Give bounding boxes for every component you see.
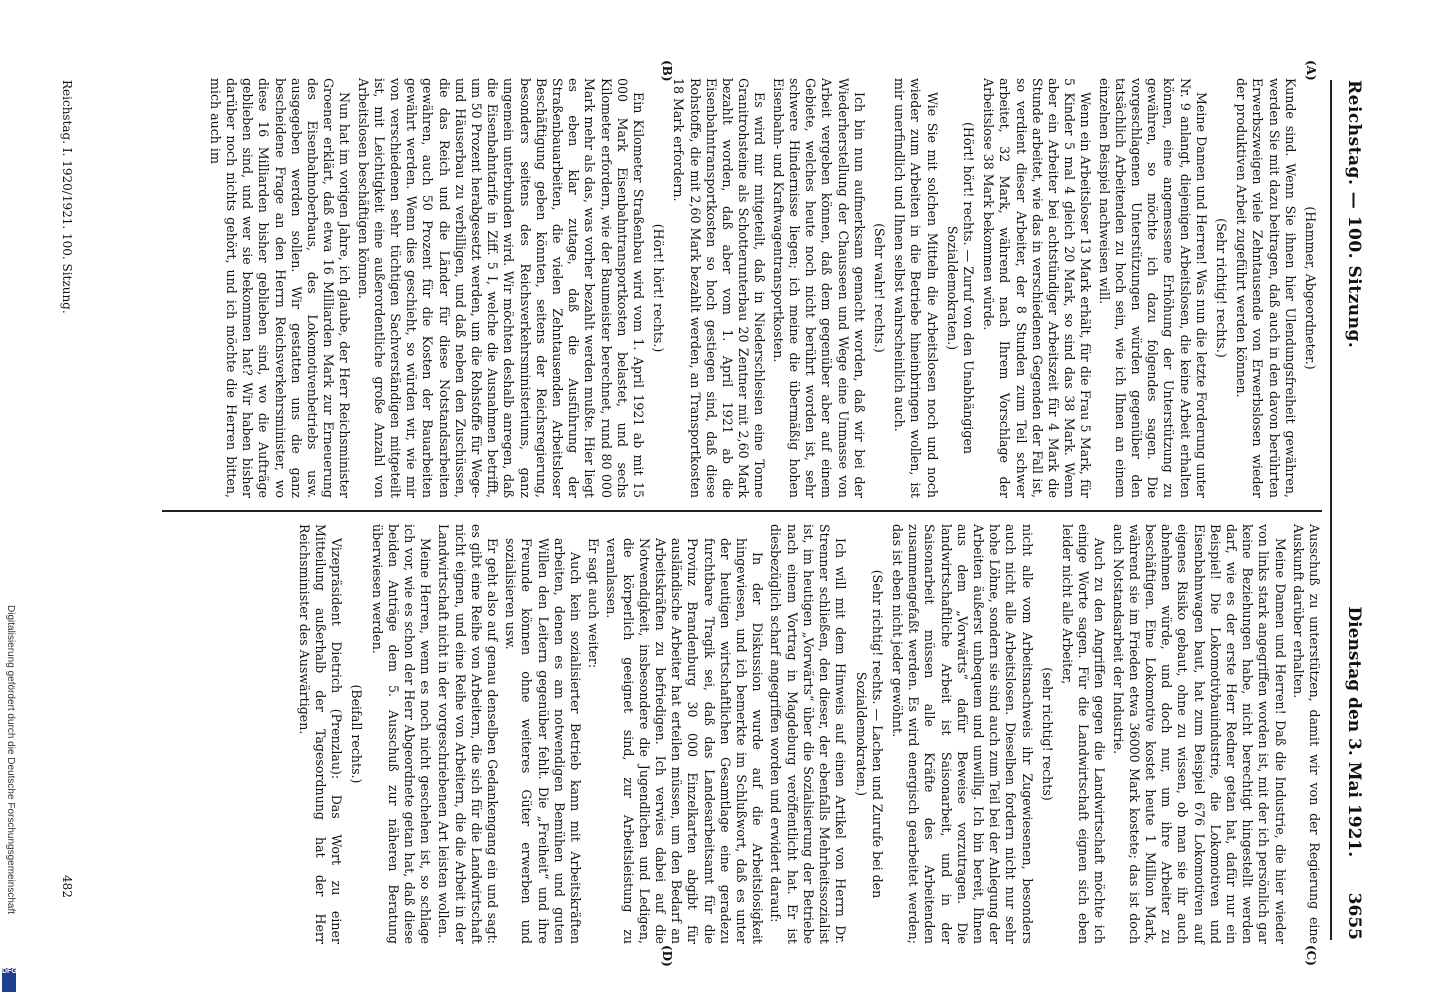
interjection: (Beifall rechts.) — [349, 684, 365, 784]
paragraph: Wie Sie mit solchen Mitteln die Arbeitslosen noch und noch wieder zum Arbeiten in die Betriebe hineinbringen wollen, ist mir unerfindlich und Ihnen selbst wahrscheinlich auch. — [892, 78, 940, 498]
quote: In der Diskussion wurde auf die Arbeitslosigkeit hingewiesen, und ich bemerkte im Schlußwort, daß es unter der heutigen wirtschaftlichen Gesamtlage eine geradezu furchtbare Tragik sei, daß das Landesarbeitsamt für die Provinz Brandenburg 30 000 Einzelkarten abgibt für ausländische Arbeiter hat erteilen müssen, um den Bedarf an Arbeitskräften zu befriedigen. Ich verwies dabei auf die Notwendigkeit, insbesondere die Jugendlichen und Ledigen, die körperlich geeignet sind, zur Arbeitsleistung zu veranlassen. — [604, 538, 766, 944]
header-page-number: 3655 — [1344, 892, 1364, 940]
margin-marker-b: (B) — [660, 60, 674, 82]
column-left — [205, 78, 1322, 498]
header-date: Dienstag den 3. Mai 1921. 3655 — [1344, 606, 1364, 940]
column-right — [294, 524, 1322, 944]
paragraph: Wenn ein Arbeitsloser 13 Mark erhält, für die Frau 5 Mark, für 5 Kinder 5 mal 4 gleich 20 Mark, so sind das 38 Mark. Wenn aber ein Arbeiter bei achtstündiger Arbeitszeit für 4 Mark die Stunde arbeitet, wie das in verschiedenen Gegenden der Fall ist, so verdient dieser Arbeiter, der 8 Stunden zum Teil schwer arbeitet, 32 Mark, während nach Ihrem Vorschlage der Arbeitslose 38 Mark bekommen würde. — [981, 78, 1094, 498]
paragraph: Nun hat im vorigen Jahre, ich glaube, der Herr Reichsminister Groener erklärt, daß etwa 16 Milliarden Mark zur Erneuerung des Eisenbahnoberbaus, des Lokomotivenbetriebs usw. ausgegeben werden sollen. Wir gestatten uns die ganz bescheidene Frage an den Herrn Reichsverkehrsminister, wo diese 16 Milliarden bisher geblieben sind, wo die Aufträge geblieben sind, und wer sie bekommen hat? Wir haben bisher darüber noch nichts gehört, und ich möchte die Herren bitten, mich auch im — [207, 78, 353, 498]
paragraph: Kunde sind. Wenn Sie ihnen hier Ulendungsfreiheit gewähren, werden Sie mit dazu beitragen, daß auch in den davon berührten Erwerbszweigen viele Zehntausende von Erwerbslosen wieder der produktiven Arbeit zugeführt werden können. — [1234, 78, 1298, 498]
dfg-credit-text: Digitalisierung gefördert durch die Deutsche Forschungsgemeinschaft — [5, 605, 16, 915]
interjection: (Sehr richtig! rechts.) — [1213, 218, 1229, 358]
paragraph: Er sagt auch weiter: — [586, 538, 602, 669]
page-footer: Reichstag. I. 1920/1921. 100. Sitzung. — [60, 80, 74, 314]
paragraph: Meine Damen und Herren! Daß die Industrie, die hier wieder von links stark angegriffen worden ist, mit der ich persönlich gar keine Beziehungen habe, nicht berechtigt hingestellt werden darf, wie es der erste Herr Redner getan hat, dafür nur ein Beispiel! Die Lokomotivbauindustrie, die Lokomotiven und Eisenbahnwagen baut, hat zum Beispiel 676 Lokomotiven auf eigenes Risiko gebaut, ohne zu wissen, ob man sie ihr auch abnehmen würde, und doch nur, um ihre Arbeiter zu beschäftigen. Eine Lokomotive kostet heute 1 Million Mark, während sie im Frieden etwa 36000 Mark kostete; das ist doch auch Notstandsarbeit der Industrie. — [1110, 524, 1288, 944]
interjection: (Sehr wahr! rechts.) — [871, 223, 887, 353]
paragraph: Meine Herren, wenn es noch nicht geschehen ist, so schlage ich vor, wie es schon der Herr Abgeordnete getan hat, daß diese beiden Anträge dem 5. Ausschuß zur näheren Beratung überwiesen werden. — [369, 524, 434, 944]
paragraph: Meine Damen und Herren! Was nun die letzte Forderung unter Nr. 9 anlangt, diejenigen Arbeitslosen, die keine Arbeit erhalten können, eine angemessene Erhöhung der Unterstützung zu gewähren, so möchte ich dazu folgendes sagen. Die vorgeschlagenen Unterstützungen würden gegenüber den tatsächlich Arbeitenden zu hoch sein, wie ich Ihnen an einem einzelnen Beispiel nachweisen will. — [1096, 78, 1209, 498]
column-divider — [162, 510, 1322, 512]
paragraph: Ein Kilometer Straßenbau wird vom 1. April 1921 ab mit 15 000 Mark Eisenbahntransportkosten belastet, und sechs Kilometer erfordern, wie der Baumeister berechnet, rund 80 000 Mark mehr als das, was vorher bezahlt werden mußte. Hier liegt es eben klar zutage, daß die Ausführung der Straßenbauarbeiten, die vielen Zehntausenden Arbeitsloser Beschäftigung geben könnten, seitens der Reichsregierung, besonders seitens des Reichsverkehrsministeriums, ganz ungemein unterbunden wird. Wir möchten deshalb anregen, daß die Eisenbahntarife in Ziff. 5 I, welche die Ausnahmen betrifft, um 50 Prozent herabgesetzt werden, um die Rohstoffe für Wege- und Häuserbau zu verbilligen, und daß neben den Zuschüssen, die das Reich und die Länder für diese Notstandsarbeiten gewähren, auch 50 Prozent für die Kosten der Bauarbeiten gewährt werden. Wenn dies geschieht, so würden wir, wie mir von verschiedenen sehr tüchtigen Sachverständigen mitgeteilt ist, mit Leichtigkeit eine außerordentliche große Anzahl von Arbeitslosen beschäftigen können. — [355, 78, 647, 498]
paragraph: Ausschuß zu unterstützen, damit wir von der Regierung eine Auskunft darüber erhalten. — [1290, 524, 1322, 944]
margin-marker-d: (D) — [660, 945, 674, 967]
paragraph: Ich will mit dem Hinweis auf einen Artikel von Herrn Dr. Strenner schließen, den dieser, der ebenfalls Mehrheitssozialist ist, im heutigen „Vorwärts“ über die Sozialisierung der Betriebe nach einem Vortrag in Magdeburg veröffentlicht hat. Er ist diesbezüglich scharf angegriffen worden und erwidert darauf: — [768, 524, 849, 944]
interjection: (Hört! hört! rechts. — Zuruf von den Unabhängigen Sozialdemokraten.) — [944, 121, 976, 455]
footer-page-number: 482 — [60, 875, 74, 898]
paragraph: Er geht also auf genau denselben Gedankengang ein und sagt: es gibt eine Reihe von Arbeitern, die sich für die Landwirtschaft nicht eignen, und eine Reihe von Arbeitern, die die Arbeit in der Landwirtschaft nicht in der vorgeschriebenen Art leisten wollen. — [436, 524, 501, 944]
page-header — [1330, 80, 1372, 940]
paragraph: Vizepräsident Dietrich (Prenzlau): Das Wort zu einer Mitteilung außerhalb der Tagesordnung hat der Herr Reichsminister des Auswärtigen. — [296, 524, 345, 944]
quote: Auch kein sozialisierter Betrieb kann mit Arbeitskräften arbeiten, denen es am notwendigen Bemühen und guten Willen den Leitern gegenüber fehlt. Die „Freiheit“ und ihre Freunde können ohne weiteres Güter erwerben und sozialisieren usw. — [503, 538, 584, 944]
interjection: (Hört! hört! rechts.) — [651, 223, 667, 353]
paragraph: Es wird mir mitgeteilt, daß in Niederschlesien eine Tonne Granitrohsteine als Schotterunterbau 20 Zentner mit 2,60 Mark bezahlt worden, daß aber vom 1. April 1921 ab die Eisenbahntransportkosten so hoch gestiegen sind, daß diese Rohstoffe, die mit 2,60 Mark bezahlt werden, an Transportkosten 18 Mark erfordern. — [671, 78, 768, 498]
interjection: (sehr richtig! rechts) — [1039, 667, 1055, 801]
interjection: (Sehr richtig! rechts. — Lachen und Zurufe bei den Sozialdemokraten.) — [853, 569, 885, 899]
dfg-logo: DFG — [2, 968, 16, 992]
margin-marker-a: (A) — [1304, 60, 1318, 81]
paragraph: (Hammer, Abgeordneter.) — [1303, 206, 1318, 370]
dfg-credit — [4, 605, 18, 995]
paragraph: Auch zu den Angriffen gegen die Landwirtschaft möchte ich einige Worte sagen. Für die Landwirtschaft eignen sich eben leider nicht alle Arbeiter, — [1059, 524, 1108, 944]
header-title: Reichstag. — 100. Sitzung. — [1344, 80, 1364, 349]
paragraph: Ich bin nun aufmerksam gemacht worden, daß wir bei der Wiederherstellung der Chausseen und Wege eine Unmasse von Arbeit vergeben können, daß dem gegenüber aber auf einem Gebiete, welches heute noch nicht berührt worden ist, sehr schwere Hindernisse liegen; ich meine die übermäßig hohen Eisenbahn- und Kraftwagentransportkosten. — [770, 78, 867, 498]
margin-marker-c: (C) — [1304, 945, 1318, 966]
paragraph: nicht alle vom Arbeitsnachweis ihr Zugewiesenen, besonders auch nicht alle Arbeitslosen. Dieselben fordern nicht nur sehr hohe Löhne, sondern sie sind auch zum Teil bei der Anlegung der Arbeiten äußerst unbequem und unwillig. Ich bin bereit, Ihnen aus dem „Vorwärts“ dafür Beweise vorzutragen. Die landwirtschaftliche Arbeit ist Saisonarbeit, und in der Saisonarbeit müssen alle Kräfte des Arbeitenden zusammengefaßt werden. Es wird energisch gearbeitet werden; das ist eben nicht jeder gewöhnt. — [889, 524, 1035, 944]
